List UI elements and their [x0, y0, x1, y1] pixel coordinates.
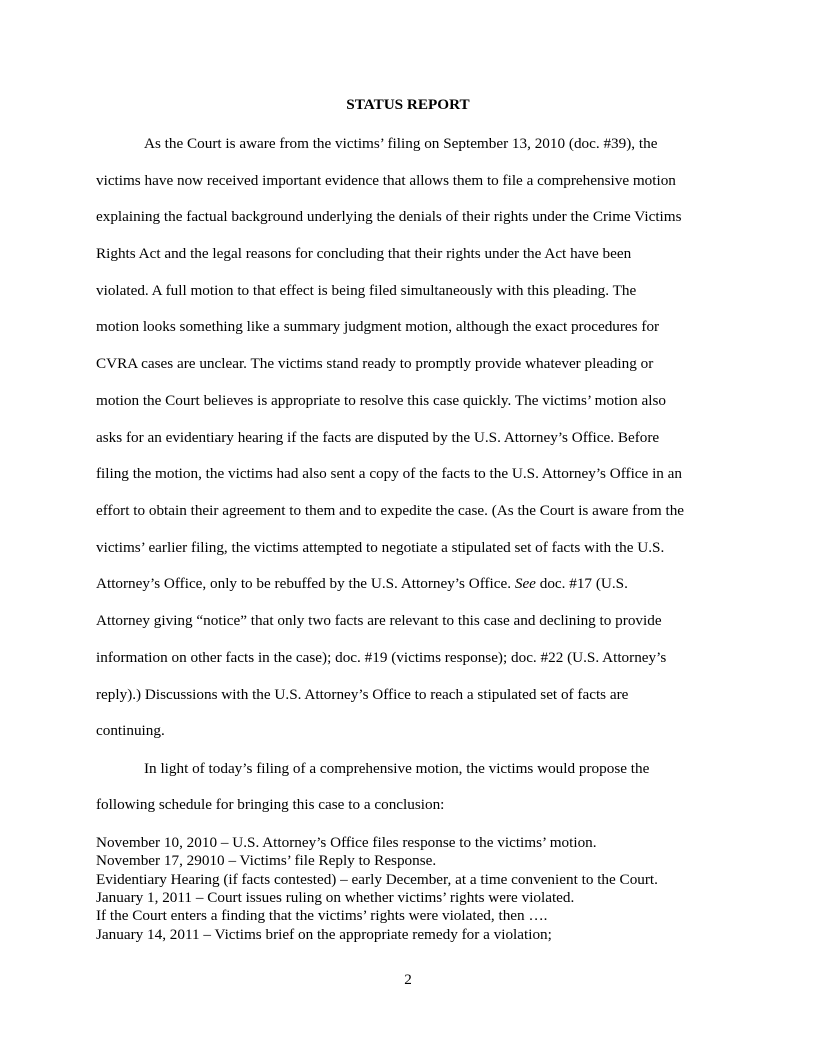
body-line: effort to obtain their agreement to them and to expedite the case. (As the Court is aware from the — [96, 502, 685, 519]
body-line: continuing. — [96, 722, 165, 739]
body-line: explaining the factual background underlying the denials of their rights under the Crime Victims — [96, 208, 682, 225]
body-line: As the Court is aware from the victims’ filing on September 13, 2010 (doc. #39), the — [144, 135, 658, 152]
body-line-citation — [96, 575, 628, 593]
body-line: CVRA cases are unclear. The victims stand ready to promptly provide whatever pleading or — [96, 355, 654, 372]
body-line: following schedule for bringing this case to a conclusion: — [96, 796, 445, 813]
schedule-item: November 10, 2010 – U.S. Attorney’s Office files response to the victims’ motion. — [96, 834, 597, 851]
body-line: motion the Court believes is appropriate to resolve this case quickly. The victims’ motion also — [96, 392, 666, 409]
body-line: motion looks something like a summary judgment motion, although the exact procedures for — [96, 318, 660, 335]
body-text: doc. #17 (U.S. — [535, 575, 628, 592]
body-line: reply).) Discussions with the U.S. Attorney’s Office to reach a stipulated set of facts are — [96, 686, 629, 703]
body-line: victims have now received important evidence that allows them to file a comprehensive motion — [96, 172, 676, 189]
body-line: violated. A full motion to that effect is being filed simultaneously with this pleading. The — [96, 282, 637, 299]
schedule-item: November 17, 29010 – Victims’ file Reply to Response. — [96, 852, 437, 869]
body-line: Rights Act and the legal reasons for concluding that their rights under the Act have been — [96, 245, 632, 262]
schedule-item: Evidentiary Hearing (if facts contested) – early December, at a time convenient to the Court. — [96, 871, 658, 888]
page-title: STATUS REPORT — [346, 96, 470, 113]
schedule-item: January 14, 2011 – Victims brief on the appropriate remedy for a violation; — [96, 926, 552, 943]
schedule-item: If the Court enters a finding that the victims’ rights were violated, then …. — [96, 907, 548, 924]
body-line: information on other facts in the case); doc. #19 (victims response); doc. #22 (U.S. Attorney’s — [96, 649, 667, 666]
body-line: In light of today’s filing of a comprehensive motion, the victims would propose the — [144, 760, 650, 777]
body-line: asks for an evidentiary hearing if the facts are disputed by the U.S. Attorney’s Office. Before — [96, 429, 660, 446]
see-signal: See — [514, 575, 536, 592]
schedule-item: January 1, 2011 – Court issues ruling on whether victims’ rights were violated. — [96, 889, 575, 906]
body-line: filing the motion, the victims had also sent a copy of the facts to the U.S. Attorney’s Office in an — [96, 465, 683, 482]
body-line: Attorney giving “notice” that only two facts are relevant to this case and declining to provide — [96, 612, 662, 629]
body-text: Attorney’s Office, only to be rebuffed by the U.S. Attorney’s Office. — [96, 575, 515, 592]
page-number: 2 — [404, 971, 412, 988]
body-line: victims’ earlier filing, the victims attempted to negotiate a stipulated set of facts with the U.S. — [96, 539, 665, 556]
